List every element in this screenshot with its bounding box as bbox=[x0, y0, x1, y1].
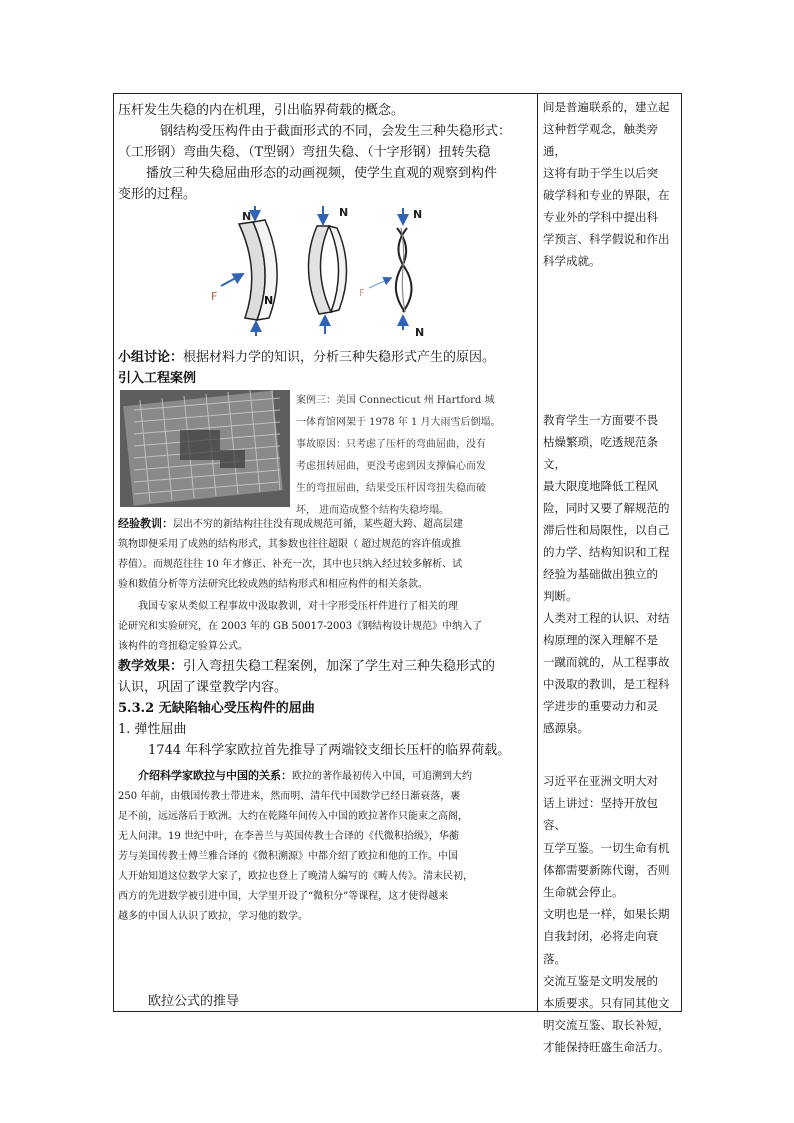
buckling-diagram bbox=[209, 206, 449, 336]
euler-line: 1744 年科学家欧拉首先推导了两端铰支细长压杆的临界荷载。 bbox=[148, 743, 511, 758]
video-line-1: 播放三种失稳屈曲形态的动画视频，使学生直观的观察到构件 bbox=[146, 166, 498, 181]
section-heading: 5.3.2 无缺陷轴心受压构件的屈曲 bbox=[118, 701, 315, 716]
flexural-buckling-member bbox=[221, 206, 277, 336]
label-n-bottom-3: N bbox=[415, 326, 425, 336]
expert-line: 该构件的弯扭稳定验算公式。 bbox=[118, 641, 248, 652]
lesson-label: 经验教训： bbox=[118, 517, 173, 530]
side-line: 人类对工程的认识、对结 bbox=[543, 611, 670, 625]
effect-label: 教学效果： bbox=[118, 659, 184, 674]
side-line: 间是普遍联系的，建立起 bbox=[543, 100, 670, 114]
side-line: 经验为基础做出独立的 bbox=[543, 567, 658, 581]
discussion-block bbox=[118, 347, 532, 389]
case-description bbox=[296, 390, 532, 522]
effect-text: 引入弯扭失稳工程案例，加深了学生对三种失稳形式的 bbox=[183, 659, 496, 674]
label-n-bottom-1: N bbox=[264, 294, 274, 307]
side-line: 一蹴而就的，从工程事故 bbox=[543, 655, 670, 669]
intro-line: 压杆发生失稳的内在机理，引出临界荷载的概念。 bbox=[118, 103, 405, 118]
side-line: 明交流互鉴、取长补短， bbox=[543, 1018, 670, 1033]
side-line: 科学成就。 bbox=[543, 254, 601, 268]
label-n-top-3: N bbox=[413, 208, 423, 221]
side-line: 交流互鉴是文明发展的 bbox=[543, 973, 658, 988]
case-line: 一体育馆网架于 1978 年 1 月大雨雪后倒塌。 bbox=[296, 417, 501, 428]
side-line: 教育学生一方面要不畏 bbox=[543, 413, 658, 427]
buckling-types-line-2: （工形钢）弯曲失稳、（T型钢）弯扭失稳、（十字形钢）扭转失稳 bbox=[118, 145, 491, 160]
side-line: 险，同时又要了解规范的 bbox=[543, 501, 670, 515]
effect-block bbox=[118, 656, 532, 761]
side-line: 体都需要新陈代谢，否则 bbox=[543, 862, 670, 877]
expert-line: 论研究和实验研究，在 2003 年的 GB 50017-2003《钢结构设计规范》中纳入了 bbox=[118, 621, 483, 632]
case-line: 坏， 进而造成整个结构失稳垮塌。 bbox=[296, 505, 450, 516]
side-line: 话上讲过：坚持开放包容、 bbox=[543, 796, 658, 833]
lesson-line: 荐值）。而规范往往 10 年才修正、补充一次，其中也只纳入经过较多解析、试 bbox=[118, 559, 463, 570]
side-line: 滞后性和局限性，以自己 bbox=[543, 523, 670, 537]
side-line: 生命就会停止。 bbox=[543, 885, 624, 900]
intro-line: 欧拉的著作最初传入中国，可追溯到大约 bbox=[292, 771, 472, 782]
lesson-plan-table bbox=[113, 93, 682, 1055]
group-discussion-label: 小组讨论： bbox=[118, 350, 184, 365]
label-n-top-2: N bbox=[339, 206, 349, 219]
side-line: 最大限度地降低工程风 bbox=[543, 479, 658, 493]
intro-line: 西方的先进数学被引进中国，大学里开设了“微积分”等课程，这才使得越来 bbox=[118, 891, 449, 902]
side-note-philosophy bbox=[543, 96, 679, 272]
side-line: 判断。 bbox=[543, 589, 578, 603]
side-line: 中汲取的教训，是工程科 bbox=[543, 677, 670, 691]
side-line: 习近平在亚洲文明大对 bbox=[543, 774, 658, 788]
lesson-line: 筑物即便采用了成熟的结构形式，其参数也往往超限（ 超过规范的容许值或推 bbox=[118, 539, 462, 550]
lessons-block bbox=[118, 514, 532, 657]
intro-label: 介绍科学家欧拉与中国的关系： bbox=[138, 769, 292, 782]
buckling-types-line-1: 钢结构受压构件由于截面形式的不同，会发生三种失稳形式： bbox=[160, 124, 512, 139]
side-line: 才能保持旺盛生命活力。 bbox=[543, 1040, 670, 1055]
torsional-member bbox=[369, 208, 412, 330]
video-line-2: 变形的过程。 bbox=[118, 187, 197, 202]
side-line: 专业外的学科中提出科 bbox=[543, 210, 658, 224]
label-f-3: F bbox=[359, 288, 365, 299]
intro-line: 人开始知道这位数学大家了，欧拉也登上了晚清人编写的《畴人传》。清末民初， bbox=[118, 871, 473, 882]
side-line: 这种哲学观念，触类旁通， bbox=[543, 122, 658, 158]
case-line: 考虑扭转屈曲，更没考虑到因支撑偏心而发 bbox=[296, 461, 486, 472]
lesson-line: 层出不穷的新结构往往没有现成规范可循，某些超大跨、超高层建 bbox=[173, 519, 463, 530]
group-discussion-text: 根据材料力学的知识，分析三种失稳形式产生的原因。 bbox=[183, 350, 496, 365]
intro-line: 越多的中国人认识了欧拉，学习他的数学。 bbox=[118, 911, 308, 922]
buckling-figure bbox=[209, 206, 449, 336]
intro-line: 250 年前，由俄国传教士带进来，然而明、清年代中国数学已经日渐衰落，裹 bbox=[118, 791, 461, 802]
side-line: 本质要求。只有同其他文 bbox=[543, 996, 670, 1011]
case-study bbox=[118, 390, 532, 516]
intro-line: 足不前，远远落后于欧洲。大约在乾隆年间传入中国的欧拉著作只能束之高阁， bbox=[118, 811, 468, 822]
side-line: 破学科和专业的界限，在 bbox=[543, 188, 670, 202]
collapsed-roof-photo bbox=[120, 390, 290, 507]
euler-derivation-title: 欧拉公式的推导 bbox=[148, 994, 240, 1009]
expert-line: 我国专家从类似工程事故中汲取教训，对十字形受压杆件进行了相关的理 bbox=[138, 601, 458, 612]
side-line: 的力学、结构知识和工程 bbox=[543, 545, 670, 559]
effect-text-2: 认识，巩固了课堂教学内容。 bbox=[118, 680, 288, 695]
side-line: 学预言、科学假说和作出 bbox=[543, 232, 670, 246]
intro-line: 无人问津。19 世纪中叶，在李善兰与英国传教士合译的《代微积拾级》，华蘅 bbox=[118, 831, 459, 842]
case-heading: 引入工程案例 bbox=[118, 371, 197, 386]
flexural-torsional-member bbox=[308, 206, 349, 334]
case-line: 案例三：美国 Connecticut 州 Hartford 城 bbox=[296, 395, 495, 406]
column-divider bbox=[537, 94, 538, 1011]
side-line: 互学互鉴。一切生命有机 bbox=[543, 840, 670, 855]
intro-line: 芳与美国传教士傅兰雅合译的《微积溯源》中都介绍了欧拉和他的工作。中国 bbox=[118, 851, 458, 862]
side-line: 枯燥繁琐，吃透规范条文， bbox=[543, 435, 658, 471]
side-line: 这将有助于学生以后突 bbox=[543, 166, 658, 180]
side-line: 学进步的重要动力和灵 bbox=[543, 699, 658, 713]
label-f-1: F bbox=[211, 290, 218, 303]
item-elastic-buckling: 1. 弹性屈曲 bbox=[118, 722, 187, 737]
side-line: 感源泉。 bbox=[543, 721, 589, 735]
euler-china-block bbox=[118, 766, 532, 927]
case-line: 事故原因：只考虑了压杆的弯曲屈曲，没有 bbox=[296, 439, 486, 450]
side-line: 自我封闭，必将走向衰落。 bbox=[543, 929, 658, 966]
main-column bbox=[118, 100, 532, 205]
label-n-top-1: N bbox=[242, 210, 252, 223]
side-note-civilization bbox=[543, 770, 679, 1059]
side-line: 构原理的深入理解不是 bbox=[543, 633, 658, 647]
side-note-engineering bbox=[543, 409, 679, 739]
lesson-line: 验和数值分析等方法研究比较成熟的结构形式和相应构件的相关条款。 bbox=[118, 579, 428, 590]
case-line: 生的弯扭屈曲，结果受压杆因弯扭失稳而破 bbox=[296, 483, 486, 494]
side-line: 文明也是一样，如果长期 bbox=[543, 907, 670, 922]
